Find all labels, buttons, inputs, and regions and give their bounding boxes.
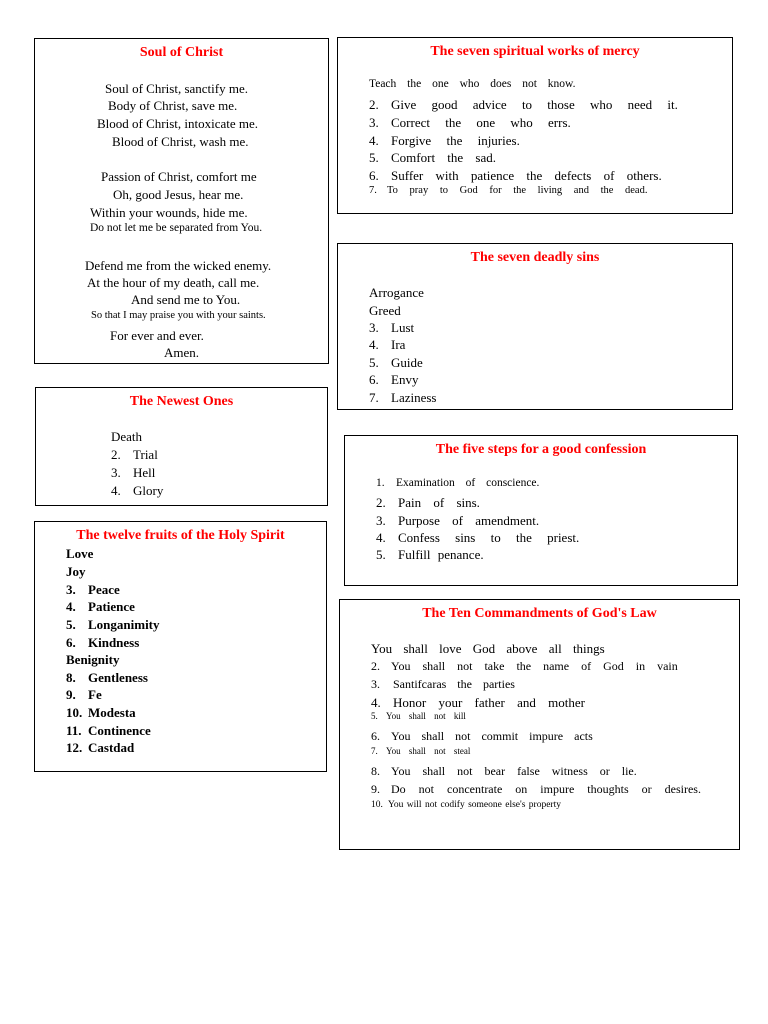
list-item <box>369 390 436 406</box>
list-item-number: 5. <box>376 547 386 562</box>
list-item-number: 4. <box>369 133 379 148</box>
list-item <box>111 483 163 499</box>
prayer-line: For ever and ever. <box>110 328 204 343</box>
list-item-text: Comfort the sad. <box>391 150 497 165</box>
good-confession-card <box>344 435 738 586</box>
list-item <box>66 705 136 721</box>
deadly-sins-card <box>337 243 733 410</box>
list-item-number: 5. <box>369 355 379 370</box>
list-item-text: You shall not take the name of God in vain <box>391 659 678 673</box>
list-item-number: 6. <box>369 372 379 387</box>
list-item-text: Glory <box>133 483 164 498</box>
soul-of-christ-title: Soul of Christ <box>139 45 224 60</box>
newest-ones-card <box>35 387 328 506</box>
list-item-number: 4. <box>111 483 121 498</box>
list-item <box>66 617 160 633</box>
list-item-text: You shall not commit impure acts <box>391 729 593 743</box>
list-item <box>66 582 120 598</box>
list-item <box>371 677 515 692</box>
newest-ones-title: The Newest Ones <box>129 394 234 409</box>
works-of-mercy-card <box>337 37 733 214</box>
list-item <box>369 355 423 371</box>
list-item-text: You shall not steal <box>386 746 471 756</box>
list-item-text: Santifcaras the parties <box>393 677 515 691</box>
list-item-number: 10. <box>66 705 83 720</box>
list-item <box>66 652 119 668</box>
list-item-text: You will not codify someone else's property <box>388 800 561 810</box>
list-item-number: 2. <box>369 97 379 112</box>
list-item-text: Greed <box>369 303 401 318</box>
list-item-text: Trial <box>133 447 158 462</box>
list-item-text: Correct the one who errs. <box>391 115 571 130</box>
list-item-text: You shall not bear false witness or lie. <box>391 764 637 778</box>
list-item-number: 3. <box>371 677 380 691</box>
list-item-number: 1. <box>376 477 385 489</box>
list-item-number: 7. <box>369 390 379 405</box>
prayer-line: At the hour of my death, call me. <box>87 275 260 290</box>
list-item-text: Give good advice to those who need it. <box>391 97 678 112</box>
list-item <box>371 711 466 721</box>
list-item-text: Examination of conscience. <box>396 477 540 489</box>
list-item-text: Death <box>111 429 143 444</box>
prayer-line: Blood of Christ, intoxicate me. <box>97 116 259 131</box>
list-item <box>371 800 561 810</box>
list-item-text: Joy <box>66 564 86 579</box>
list-item <box>66 546 93 562</box>
soul-of-christ-card <box>34 38 329 364</box>
list-item-number: 7. <box>371 746 378 756</box>
list-item <box>376 530 579 546</box>
list-item <box>371 746 470 756</box>
list-item-number: 2. <box>111 447 121 462</box>
list-item-number: 6. <box>371 729 380 743</box>
list-item <box>371 695 585 711</box>
list-item-text: Love <box>66 546 94 561</box>
list-item <box>369 78 575 90</box>
list-item <box>369 320 414 336</box>
list-item <box>66 599 135 615</box>
list-item <box>369 185 647 196</box>
ten-commandments-title: The Ten Commandments of God's Law <box>422 606 657 621</box>
list-item-text: Fe <box>88 687 102 702</box>
list-item-number: 3. <box>369 320 379 335</box>
list-item <box>371 641 605 657</box>
list-item-number: 5. <box>371 711 378 721</box>
list-item-number: 3. <box>369 115 379 130</box>
prayer-line: Do not let me be separated from You. <box>90 222 263 234</box>
list-item <box>66 723 151 739</box>
list-item-number: 6. <box>66 635 76 650</box>
list-item <box>369 115 571 131</box>
list-item-text: Lust <box>391 320 415 335</box>
deadly-sins-title: The seven deadly sins <box>470 250 600 265</box>
list-item-number: 5. <box>369 150 379 165</box>
list-item <box>371 782 701 797</box>
list-item-number: 4. <box>66 599 76 614</box>
list-item <box>66 740 134 756</box>
list-item-text: Guide <box>391 355 423 370</box>
prayer-line: Soul of Christ, sanctify me. <box>105 81 248 96</box>
list-item-text: Do not concentrate on impure thoughts or desires. <box>391 782 701 796</box>
works-of-mercy-title: The seven spiritual works of mercy <box>430 44 640 59</box>
list-item <box>111 465 155 481</box>
list-item-text: Teach the one who does not know. <box>369 78 576 90</box>
list-item-text: Purpose of amendment. <box>398 513 540 528</box>
prayer-line: Amen. <box>164 345 200 360</box>
list-item-text: Fulfill penance. <box>398 547 484 562</box>
list-item-number: 2. <box>376 495 386 510</box>
list-item-text: Castdad <box>88 740 135 755</box>
list-item-text: You shall not kill <box>386 711 466 721</box>
list-item <box>369 97 678 113</box>
list-item-text: Envy <box>391 372 419 387</box>
list-item <box>376 547 484 563</box>
list-item-number: 9. <box>371 782 380 796</box>
list-item <box>369 372 418 388</box>
list-item-number: 3. <box>66 582 76 597</box>
list-item-number: 7. <box>369 185 377 196</box>
list-item <box>371 764 637 779</box>
list-item-number: 4. <box>376 530 386 545</box>
list-item-text: Continence <box>88 723 151 738</box>
list-item-text: Suffer with patience the defects of others. <box>391 168 662 183</box>
holy-spirit-fruits-title: The twelve fruits of the Holy Spirit <box>76 528 285 543</box>
list-item-text: Modesta <box>88 705 136 720</box>
list-item <box>371 659 678 674</box>
list-item-number: 5. <box>66 617 76 632</box>
list-item-number: 8. <box>371 764 380 778</box>
prayer-line: Within your wounds, hide me. <box>90 205 248 220</box>
list-item-text: Hell <box>133 465 156 480</box>
prayer-line: Defend me from the wicked enemy. <box>85 258 272 273</box>
list-item-number: 6. <box>369 168 379 183</box>
list-item-number: 2. <box>371 659 380 673</box>
list-item <box>376 477 539 489</box>
list-item <box>371 729 593 744</box>
list-item-text: Confess sins to the priest. <box>398 530 580 545</box>
list-item-number: 4. <box>371 695 381 710</box>
list-item <box>111 429 142 445</box>
list-item-text: Longanimity <box>88 617 160 632</box>
list-item <box>369 133 520 149</box>
list-item-text: Patience <box>88 599 135 614</box>
list-item <box>66 687 102 703</box>
list-item-number: 8. <box>66 670 76 685</box>
list-item <box>369 303 401 319</box>
list-item-number: 3. <box>111 465 121 480</box>
list-item-text: Peace <box>88 582 120 597</box>
good-confession-title: The five steps for a good confession <box>435 442 647 457</box>
holy-spirit-fruits-card <box>34 521 327 772</box>
list-item-text: To pray to God for the living and the dead. <box>387 185 648 196</box>
list-item <box>369 150 496 166</box>
list-item-number: 11. <box>66 723 82 738</box>
list-item <box>111 447 158 463</box>
list-item-number: 4. <box>369 337 379 352</box>
list-item <box>66 635 139 651</box>
list-item-text: Gentleness <box>88 670 148 685</box>
list-item <box>369 337 405 353</box>
list-item-text: Forgive the injuries. <box>391 133 520 148</box>
list-item-text: You shall love God above all things <box>371 641 605 656</box>
ten-commandments-card <box>339 599 740 850</box>
list-item-number: 9. <box>66 687 76 702</box>
list-item <box>369 168 662 184</box>
prayer-line: And send me to You. <box>131 292 241 307</box>
list-item <box>66 670 148 686</box>
prayer-line: Blood of Christ, wash me. <box>112 134 249 149</box>
list-item-text: Pain of sins. <box>398 495 480 510</box>
prayer-line: Body of Christ, save me. <box>108 98 238 113</box>
list-item-number: 3. <box>376 513 386 528</box>
prayer-line: Oh, good Jesus, hear me. <box>113 187 244 202</box>
list-item <box>369 285 424 301</box>
list-item-text: Laziness <box>391 390 437 405</box>
list-item-text: Benignity <box>66 652 120 667</box>
list-item-text: Arrogance <box>369 285 424 300</box>
list-item-text: Ira <box>391 337 406 352</box>
list-item-number: 10. <box>371 800 383 810</box>
list-item-text: Kindness <box>88 635 140 650</box>
prayer-line: So that I may praise you with your saints. <box>91 310 266 321</box>
list-item-number: 12. <box>66 740 83 755</box>
list-item <box>376 513 539 529</box>
prayer-line: Passion of Christ, comfort me <box>101 169 257 184</box>
list-item-text: Honor your father and mother <box>393 695 585 710</box>
list-item <box>66 564 86 580</box>
list-item <box>376 495 480 511</box>
